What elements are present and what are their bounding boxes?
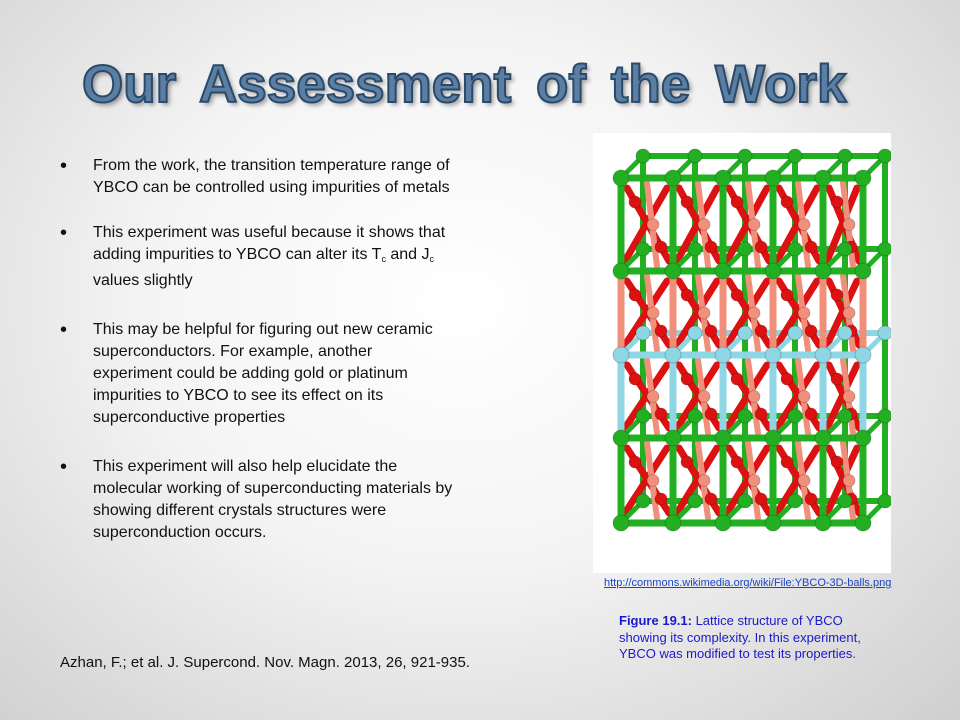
lattice-atom xyxy=(815,347,831,363)
lattice-atom xyxy=(738,326,752,340)
copper-atom xyxy=(748,391,760,403)
copper-atom xyxy=(748,475,760,487)
lattice-atom xyxy=(665,263,681,279)
lattice-atom xyxy=(855,263,871,279)
copper-atom xyxy=(798,475,810,487)
oxygen-atom xyxy=(681,373,693,385)
oxygen-atom xyxy=(805,325,817,337)
lattice-atom xyxy=(613,430,629,446)
lattice-atom xyxy=(688,326,702,340)
lattice-atom xyxy=(855,170,871,186)
oxygen-atom xyxy=(655,325,667,337)
oxygen-atom xyxy=(755,408,767,420)
lattice-atom xyxy=(788,149,802,163)
oxygen-atom xyxy=(681,456,693,468)
copper-atom xyxy=(647,307,659,319)
lattice-atom xyxy=(665,430,681,446)
lattice-atom xyxy=(815,263,831,279)
lattice-atom xyxy=(688,409,702,423)
caption-text: Lattice structure of YBCO showing its complexity. In this experiment, YBCO was modified to test its properties. xyxy=(619,613,861,661)
oxygen-atom xyxy=(705,325,717,337)
copper-atom xyxy=(798,391,810,403)
lattice-atom xyxy=(738,494,752,508)
lattice-atom xyxy=(878,494,891,508)
lattice-atom xyxy=(738,409,752,423)
bullet-text-part: and J xyxy=(385,246,430,263)
lattice-atom xyxy=(715,430,731,446)
copper-atom xyxy=(698,391,710,403)
lattice-atom xyxy=(765,347,781,363)
lattice-atom xyxy=(878,409,891,423)
bullet-text-part: values slightly xyxy=(93,272,193,289)
lattice-atom xyxy=(855,430,871,446)
copper-atom xyxy=(748,307,760,319)
oxygen-atom xyxy=(831,196,843,208)
copper-atom xyxy=(647,219,659,231)
copper-atom xyxy=(798,219,810,231)
lattice-atom xyxy=(738,242,752,256)
lattice-atom xyxy=(613,170,629,186)
oxygen-atom xyxy=(831,289,843,301)
caption-label: Figure 19.1: xyxy=(619,613,692,628)
lattice-atom xyxy=(688,494,702,508)
oxygen-atom xyxy=(831,373,843,385)
oxygen-atom xyxy=(681,196,693,208)
bullet-item xyxy=(60,222,455,292)
oxygen-atom xyxy=(629,196,641,208)
lattice-atom xyxy=(838,326,852,340)
oxygen-atom xyxy=(705,408,717,420)
copper-atom xyxy=(843,219,855,231)
bullet-text: From the work, the transition temperature range of YBCO can be controlled using impurities of metals xyxy=(93,157,450,196)
lattice-atom xyxy=(613,347,629,363)
copper-atom xyxy=(647,391,659,403)
oxygen-atom xyxy=(781,456,793,468)
oxygen-atom xyxy=(831,456,843,468)
subscript-c: c xyxy=(381,254,386,264)
lattice-atom xyxy=(788,494,802,508)
oxygen-atom xyxy=(731,373,743,385)
oxygen-atom xyxy=(731,196,743,208)
copper-atom xyxy=(647,475,659,487)
lattice-atom xyxy=(878,242,891,256)
oxygen-atom xyxy=(755,241,767,253)
lattice-atom xyxy=(765,515,781,531)
bullet-item xyxy=(60,319,455,429)
oxygen-atom xyxy=(805,408,817,420)
copper-atom xyxy=(698,475,710,487)
lattice-atom xyxy=(636,149,650,163)
lattice-atom xyxy=(688,242,702,256)
lattice-atom xyxy=(878,149,891,163)
copper-atom xyxy=(698,307,710,319)
lattice-atom xyxy=(855,347,871,363)
bullet-dot: • xyxy=(60,222,68,244)
oxygen-atom xyxy=(705,241,717,253)
slide-title: Our Assessment of the Work xyxy=(82,55,847,114)
oxygen-atom xyxy=(629,289,641,301)
lattice-atom xyxy=(738,149,752,163)
lattice-atom xyxy=(665,515,681,531)
lattice-atom xyxy=(636,326,650,340)
bullet-dot: • xyxy=(60,319,68,341)
lattice-atom xyxy=(636,242,650,256)
lattice-atom xyxy=(765,263,781,279)
bullet-text: This experiment will also help elucidate the molecular working of superconducting materials by showing different crystals structures were superconduction occurs. xyxy=(93,458,453,541)
oxygen-atom xyxy=(731,456,743,468)
oxygen-atom xyxy=(655,241,667,253)
oxygen-atom xyxy=(805,241,817,253)
copper-atom xyxy=(843,307,855,319)
lattice-atom xyxy=(715,347,731,363)
copper-atom xyxy=(798,307,810,319)
image-source-link[interactable]: http://commons.wikimedia.org/wiki/File:YBCO-3D-balls.png xyxy=(604,577,892,589)
bullet-text-part: This experiment was useful because it shows that adding impurities to YBCO can alter its T xyxy=(93,224,446,263)
lattice-atom xyxy=(815,430,831,446)
bullet-dot: • xyxy=(60,456,68,478)
lattice-atom xyxy=(838,242,852,256)
lattice-atom xyxy=(715,515,731,531)
oxygen-atom xyxy=(705,493,717,505)
lattice-diagram xyxy=(593,133,891,573)
bullet-dot: • xyxy=(60,155,68,177)
bullet-text xyxy=(93,224,445,289)
copper-atom xyxy=(748,219,760,231)
lattice-atom xyxy=(838,494,852,508)
lattice-atom xyxy=(665,347,681,363)
subscript-c: c xyxy=(429,254,435,264)
oxygen-atom xyxy=(629,373,641,385)
citation: Azhan, F.; et al. J. Supercond. Nov. Magn. 2013, 26, 921-935. xyxy=(60,654,470,671)
lattice-atom xyxy=(838,149,852,163)
lattice-atom xyxy=(855,515,871,531)
bullet-list xyxy=(60,155,455,567)
crystal-structure-image xyxy=(593,133,891,573)
lattice-atom xyxy=(815,515,831,531)
oxygen-atom xyxy=(781,289,793,301)
lattice-atom xyxy=(715,170,731,186)
oxygen-atom xyxy=(655,493,667,505)
lattice-atom xyxy=(715,263,731,279)
oxygen-atom xyxy=(781,196,793,208)
oxygen-atom xyxy=(731,289,743,301)
bullet-text: This may be helpful for figuring out new ceramic superconductors. For example, another experiment could be adding gold or platinum impurities to YBCO to see its effect on its superconductive properties xyxy=(93,321,433,426)
copper-atom xyxy=(698,219,710,231)
lattice-atom xyxy=(688,149,702,163)
oxygen-atom xyxy=(755,493,767,505)
lattice-atom xyxy=(788,242,802,256)
oxygen-atom xyxy=(655,408,667,420)
oxygen-atom xyxy=(629,456,641,468)
bullet-item xyxy=(60,155,455,199)
figure-caption xyxy=(619,613,879,663)
lattice-atom xyxy=(878,326,891,340)
oxygen-atom xyxy=(805,493,817,505)
lattice-atom xyxy=(636,494,650,508)
lattice-atom xyxy=(788,409,802,423)
oxygen-atom xyxy=(781,373,793,385)
lattice-atom xyxy=(788,326,802,340)
copper-atom xyxy=(843,391,855,403)
oxygen-atom xyxy=(755,325,767,337)
oxygen-atom xyxy=(681,289,693,301)
lattice-atom xyxy=(613,515,629,531)
bullet-item xyxy=(60,456,455,544)
lattice-atom xyxy=(613,263,629,279)
lattice-atom xyxy=(765,430,781,446)
lattice-atom xyxy=(838,409,852,423)
lattice-atom xyxy=(665,170,681,186)
lattice-atom xyxy=(636,409,650,423)
lattice-atom xyxy=(815,170,831,186)
copper-atom xyxy=(843,475,855,487)
lattice-atom xyxy=(765,170,781,186)
